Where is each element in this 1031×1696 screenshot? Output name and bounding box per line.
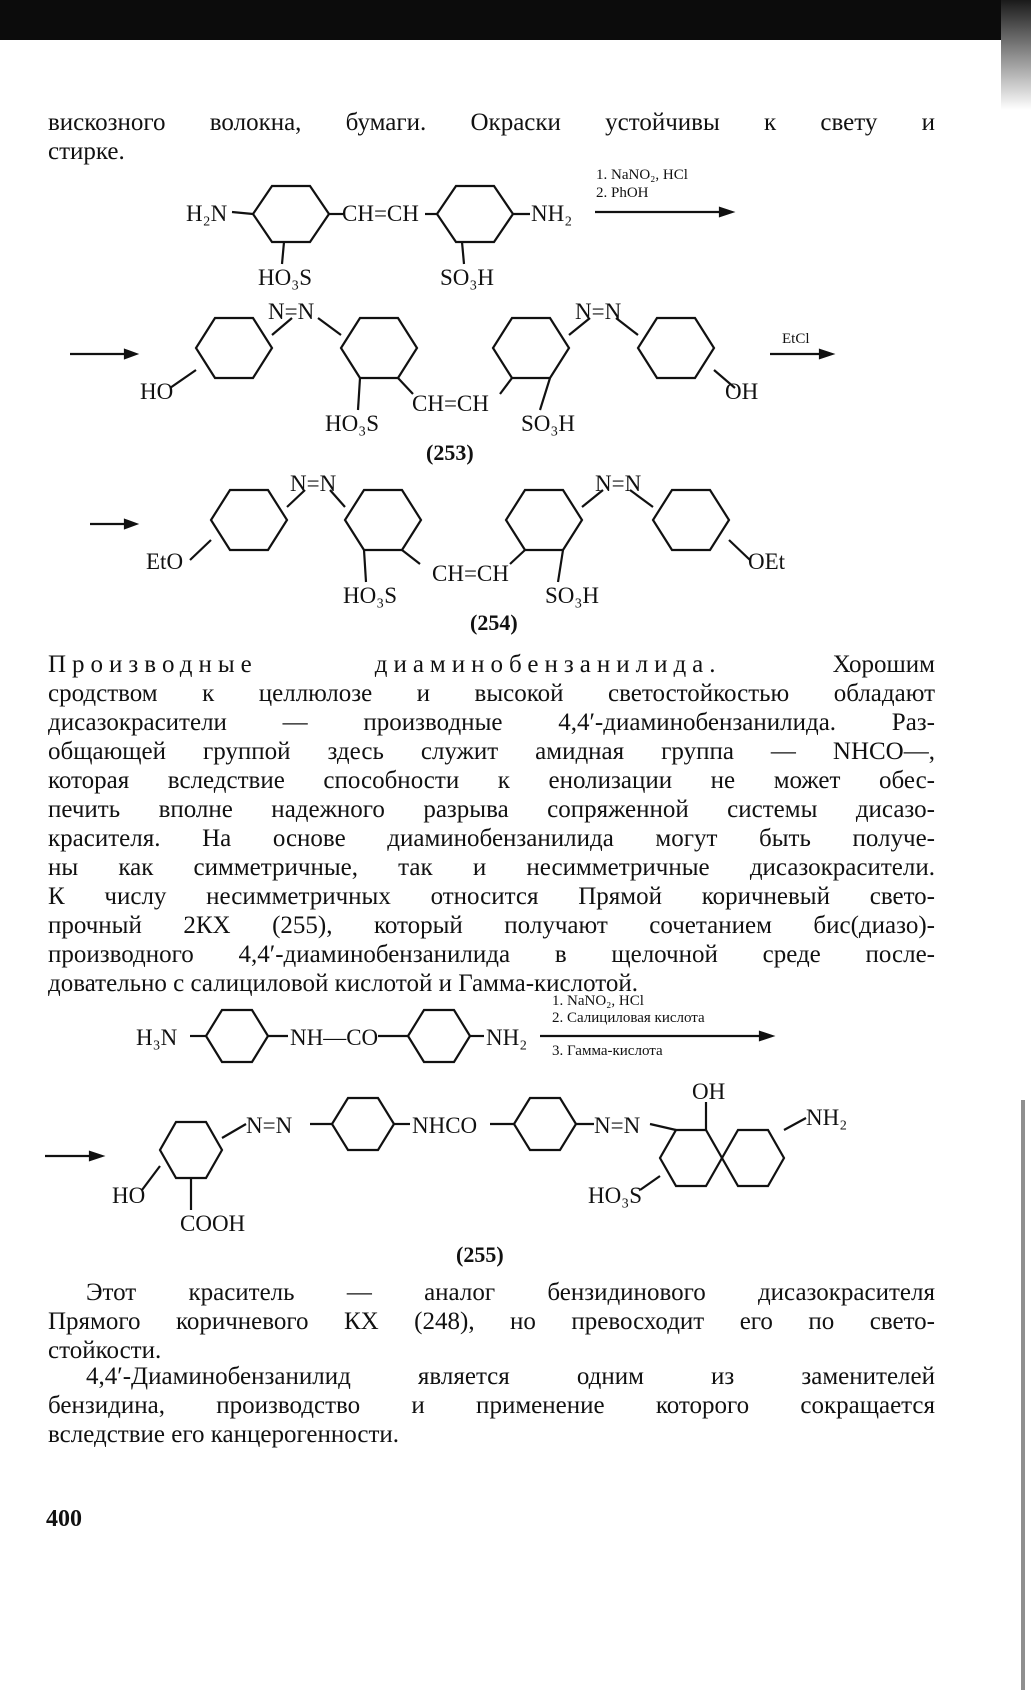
section-line-5: которая вследствие способности к енолизации не может обес-	[48, 767, 935, 794]
phenol-253-oh: OH	[725, 379, 759, 404]
compound-label-255: (255)	[456, 1242, 504, 1267]
section-line-3: дисазокрасители — производные 4,4′-диаминобензанилида. Раз-	[48, 709, 935, 736]
scheme-1-reagent-1: 1. NaNO₂, HCl	[596, 167, 688, 183]
section-line-9: К числу несимметричных относится Прямой коричневый свето-	[48, 883, 935, 910]
section-line-8: ны как симметричные, так и несимметричные дисазокрасители.	[48, 854, 935, 881]
azo-253-right: N=N	[575, 299, 622, 324]
stilbene-ch-ch: CH=CH	[342, 201, 419, 226]
paragraph-2	[48, 1278, 935, 1365]
sulfo-253-right: SO₃H	[521, 411, 576, 436]
sulfo-254-left: HO₃S	[343, 583, 398, 608]
page-number: 400	[46, 1506, 82, 1532]
stilbene-253-ch-ch: CH=CH	[412, 391, 489, 416]
para2-line-3: стойкости.	[48, 1337, 162, 1364]
section-paragraph	[48, 650, 935, 998]
reagent-etcl: EtCl	[782, 331, 810, 347]
ether-254-eto: EtO	[146, 549, 184, 574]
scheme-2-reagent-2: 2. Салициловая кислота	[552, 1010, 705, 1026]
section-line-2: сродством к целлюлозе и высокой светостойкостью обладают	[48, 680, 935, 707]
section-title: Производные диаминобензанилида.	[48, 651, 722, 678]
intro-line-1: вискозного волокна, бумаги. Окраски устойчивы к свету и	[48, 109, 935, 136]
compound-label-254: (254)	[470, 610, 518, 635]
gamma-acid-nh2: NH₂	[806, 1105, 848, 1130]
azo-255-right: N=N	[594, 1113, 641, 1138]
azo-255-left: N=N	[246, 1113, 293, 1138]
sulfo-253-left: HO₃S	[325, 411, 380, 436]
compound-label-253: (253)	[426, 440, 474, 465]
scheme-1-reagent-2: 2. PhOH	[596, 185, 649, 201]
section-line-7: красителя. На основе диаминобензанилида могут быть получе-	[48, 825, 935, 852]
amide-nh-co: NH—CO	[290, 1025, 379, 1050]
azo-254-right: N=N	[595, 471, 642, 496]
diamino-nh2: NH₂	[486, 1025, 528, 1050]
section-line-4: общающей группой здесь служит амидная группа — NHCO—,	[48, 738, 935, 765]
paragraph-3	[48, 1362, 935, 1449]
diamine-ho3s: HO₃S	[258, 265, 313, 290]
scheme-1-bonds	[0, 0, 1031, 640]
para2-line-1: Этот краситель — аналог бензидинового дисазокрасителя	[86, 1279, 935, 1306]
para3-line-3: вследствие его канцерогенности.	[48, 1421, 400, 1448]
para2-line-2: Прямого коричневого КХ (248), но превосходит его по свето-	[48, 1308, 935, 1335]
section-line-1: Хорошим	[832, 651, 935, 678]
para3-line-2: бензидина, производство и применение которого сокращается	[48, 1392, 935, 1419]
azo-253-left: N=N	[268, 299, 315, 324]
stilbene-254-ch-ch: CH=CH	[432, 561, 509, 586]
intro-line-2: стирке.	[48, 138, 125, 165]
diamine-nh2: NH₂	[531, 201, 573, 226]
ether-254-oet: OEt	[748, 549, 786, 574]
reaction-scheme-1	[0, 0, 1031, 640]
para3-line-1: 4,4′-Диаминобензанилид является одним из заменителей	[86, 1363, 935, 1390]
phenol-253-ho: HO	[140, 379, 174, 404]
section-line-11: производного 4,4′-диаминобензанилида в щелочной среде после-	[48, 941, 935, 968]
gamma-acid-ho3s: HO₃S	[588, 1183, 643, 1208]
diamine-so3h: SO₃H	[440, 265, 495, 290]
salicylic-cooh: COOH	[180, 1211, 246, 1236]
diamino-h3n: H₃N	[136, 1025, 178, 1050]
section-line-12: довательно с салициловой кислотой и Гамма-кислотой.	[48, 970, 639, 997]
salicylic-ho: HO	[112, 1183, 146, 1208]
scheme-2-reagent-1: 1. NaNO₂, HCl	[552, 993, 644, 1009]
diamine-h2n: H₂N	[186, 201, 228, 226]
scheme-2-reagent-3: 3. Гамма-кислота	[552, 1043, 663, 1059]
section-line-10: прочный 2КХ (255), который получают сочетанием бис(диазо)-	[48, 912, 935, 939]
section-line-6: печить вполне надежного разрыва сопряженной системы дисазо-	[48, 796, 935, 823]
azo-254-left: N=N	[290, 471, 337, 496]
sulfo-254-right: SO₃H	[545, 583, 600, 608]
amide-255-nhco: NHCO	[412, 1113, 478, 1138]
reaction-scheme-2	[0, 990, 1031, 1270]
gamma-acid-oh: OH	[692, 1079, 726, 1104]
